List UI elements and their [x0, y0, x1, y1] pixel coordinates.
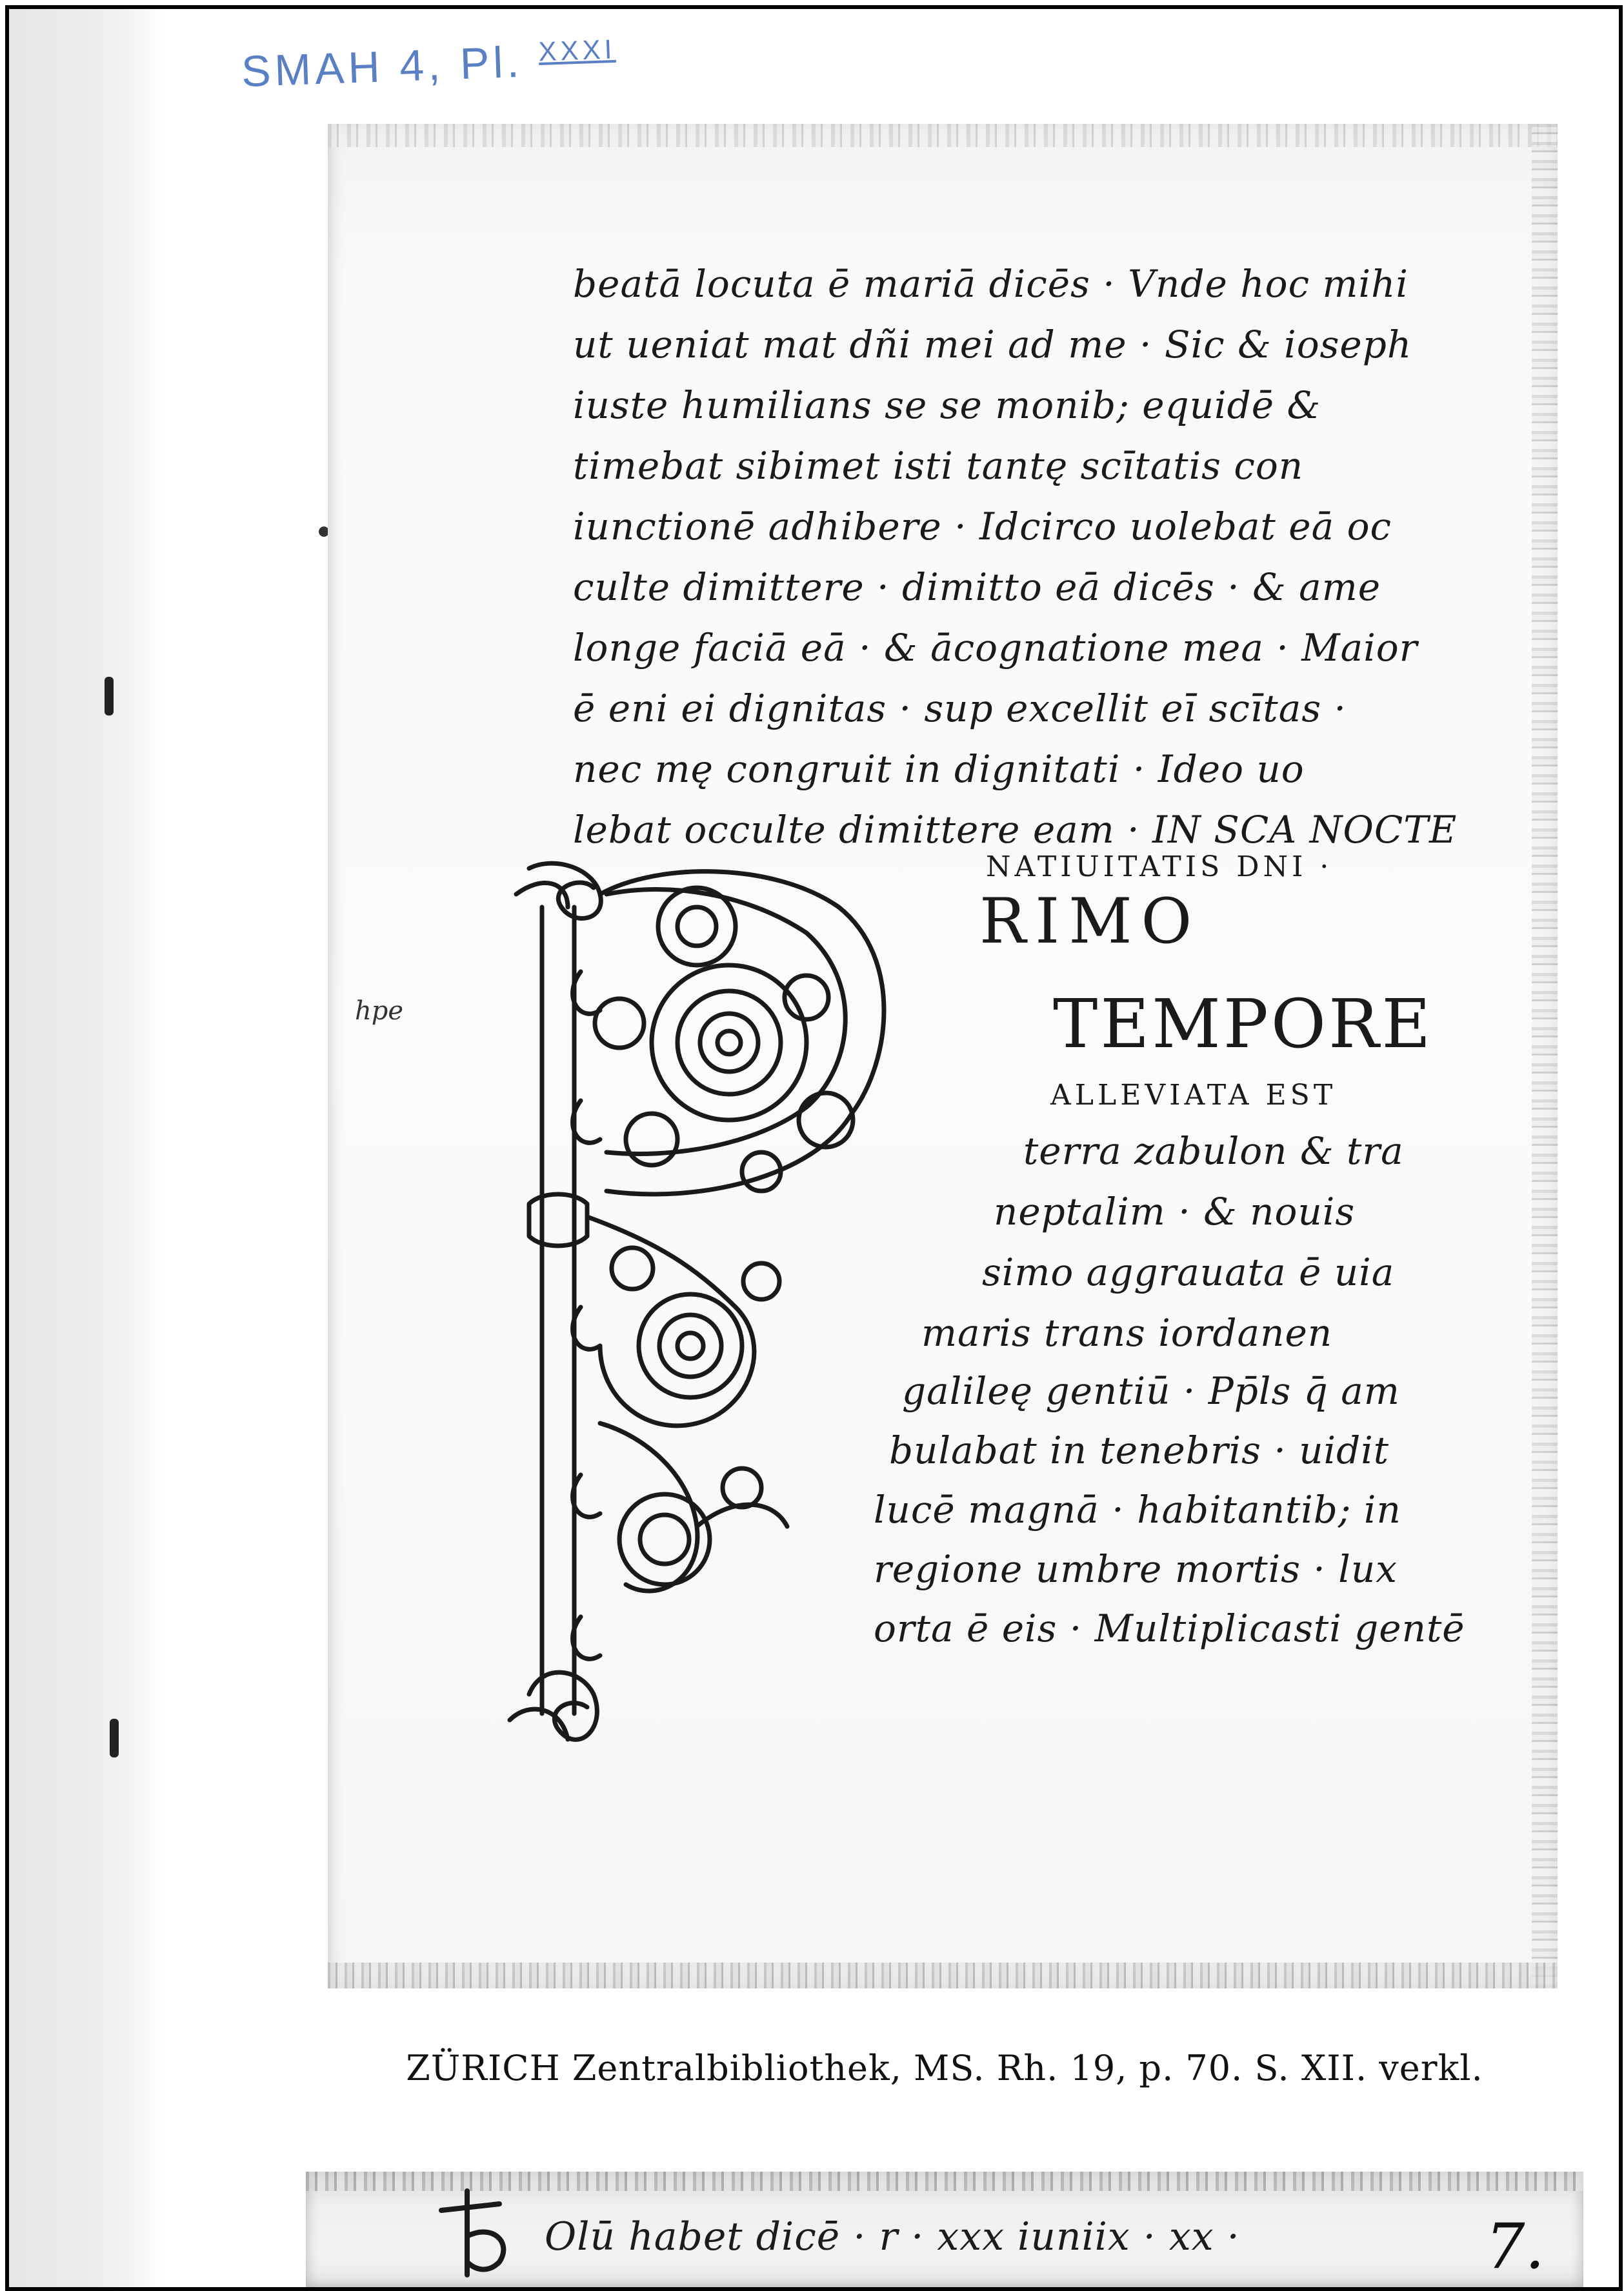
- manuscript-line: regione umbre mortis · lux: [874, 1547, 1398, 1591]
- manuscript-line: longe faciā eā · & ācognatione mea · Maior: [573, 626, 1418, 670]
- heading-primo: RIMO: [979, 885, 1201, 957]
- manuscript-line: bulabat in tenebris · uidit: [889, 1428, 1390, 1472]
- manuscript-line: timebat sibimet isti tantę scītatis con: [573, 444, 1304, 488]
- handwritten-note-text: SMAH 4, Pl.: [240, 37, 524, 97]
- manuscript-line: simo aggrauata ē uia: [982, 1250, 1395, 1294]
- manuscript-line: culte dimittere · dimitto eā dicēs · & ame: [573, 565, 1381, 609]
- manuscript-line: nec mę congruit in dignitati · Ideo uo: [573, 747, 1305, 791]
- binding-mark: [110, 1719, 119, 1757]
- page-frame: [5, 5, 1623, 2291]
- page-edge-right: [1532, 124, 1558, 1988]
- manuscript-line: beatā locuta ē mariā dicēs · Vnde hoc mihi: [573, 262, 1408, 306]
- lower-manuscript-strip: [306, 2172, 1583, 2288]
- manuscript-line: orta ē eis · Multiplicasti gentē: [874, 1606, 1465, 1650]
- binding-mark: [105, 677, 114, 715]
- manuscript-line: ut ueniat mat dñi mei ad me · Sic & ioseph: [573, 323, 1412, 366]
- page-edge-top: [328, 124, 1558, 147]
- manuscript-page: [328, 124, 1558, 1988]
- manuscript-line: neptalim · & nouis: [994, 1190, 1356, 1234]
- handwritten-note-roman: XXXI: [537, 34, 617, 67]
- handwritten-reference-note: [241, 34, 617, 97]
- heading-tempore: TEMPORE: [1053, 985, 1434, 1063]
- manuscript-line: ē eni ei dignitas · sup excellit eī scītas ·: [573, 686, 1347, 730]
- page-number: 7.: [1485, 2210, 1545, 2283]
- manuscript-line: iunctionē adhibere · Idcirco uolebat eā oc: [573, 505, 1392, 548]
- rubric-nativitatis: NATIUITATIS DNI ·: [986, 850, 1333, 883]
- strip-decorated-initial: [428, 2185, 519, 2281]
- strip-text-line: Olū habet dicē · r · xxx iuniix · xx ·: [545, 2214, 1240, 2259]
- scan-shadow: [9, 9, 164, 2287]
- page-edge-bottom: [328, 1963, 1558, 1988]
- manuscript-line: lebat occulte dimittere eam · IN SCA NOCTE: [573, 808, 1458, 852]
- manuscript-line: terra zabulon & tra: [1023, 1129, 1404, 1173]
- manuscript-line: iuste humilians se se monib; equidē &: [573, 383, 1321, 427]
- manuscript-line: lucē magnā · habitantib; in: [874, 1488, 1401, 1532]
- decorated-initial-p: [503, 855, 903, 1765]
- margin-note: hpe: [355, 996, 404, 1026]
- rubric-alleviata: ALLEVIATA EST: [1050, 1079, 1337, 1112]
- manuscript-line: galileę gentiū · Pp̄ls q̄ am: [902, 1369, 1400, 1413]
- figure-caption: ZÜRICH Zentralbibliothek, MS. Rh. 19, p. 70. S. XII. verkl.: [406, 2048, 1483, 2088]
- manuscript-line: maris trans iordanen: [921, 1311, 1333, 1355]
